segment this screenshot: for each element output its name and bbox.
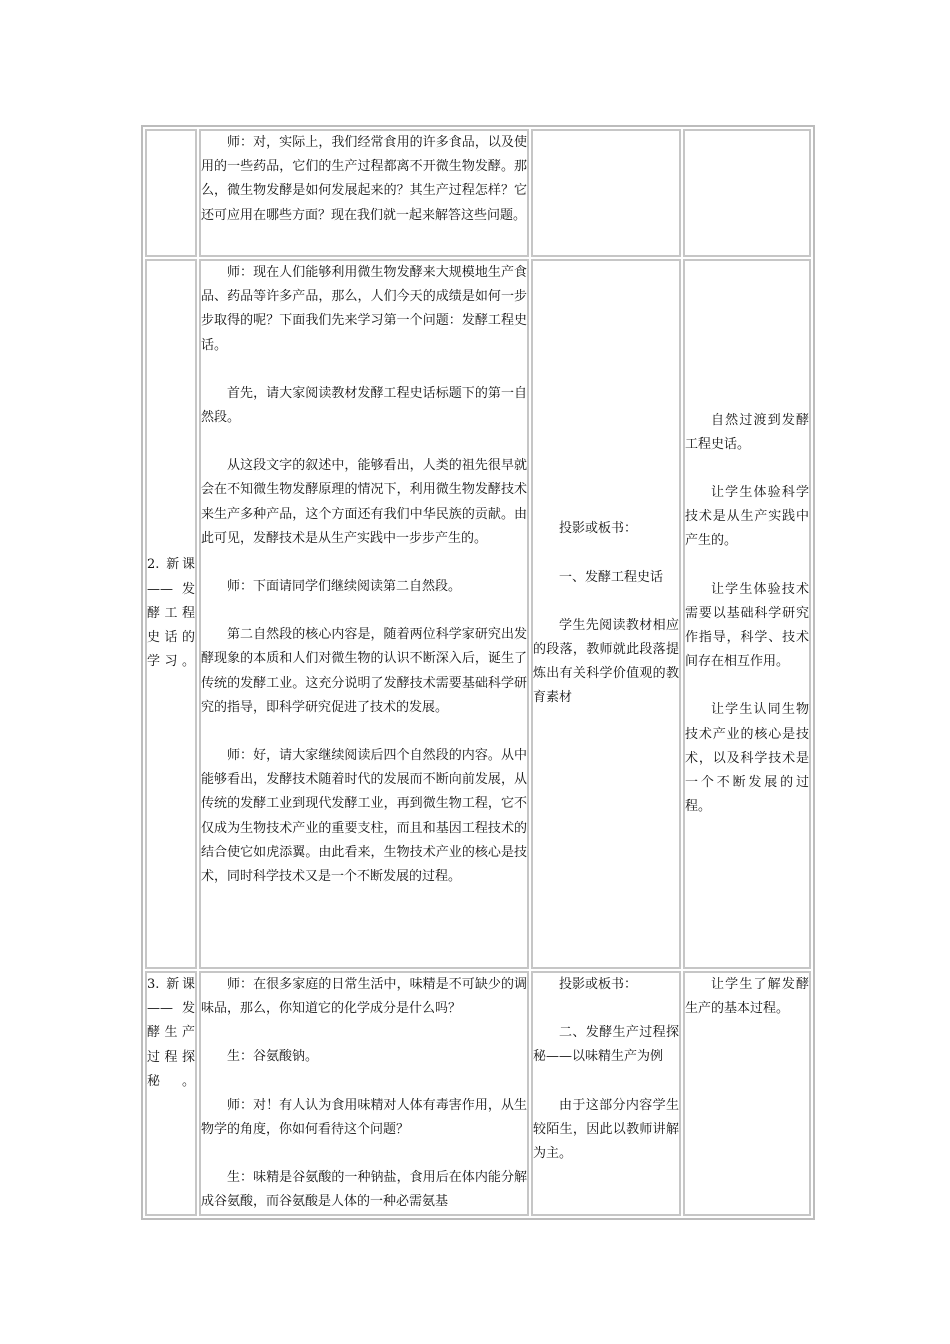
method-cell xyxy=(531,259,681,969)
table-row xyxy=(145,129,811,257)
teaching-content-cell xyxy=(199,259,529,969)
stage-label: 2. 新课——发酵工程史话的学习。 xyxy=(147,557,195,670)
teaching-content-cell xyxy=(199,129,529,257)
paragraph: 投影或板书： xyxy=(559,521,638,537)
paragraph: 从这段文字的叙述中，能够看出，人类的祖先很早就会在不知微生物发酵原理的情况下，利用微生物发酵技术来生产多种产品，这个方面还有我们中华民族的贡献。由此可见，发酵技术是从生产实践中一步步产生的。 xyxy=(201,458,527,546)
paragraph: 生：谷氨酸钠。 xyxy=(227,1049,319,1065)
paragraph: 让学生体验技术需要以基础科学研究作指导，科学、技术间存在相互作用。 xyxy=(685,581,809,670)
stage-cell xyxy=(145,971,197,1216)
paragraph: 生：味精是谷氨酸的一种钠盐，食用后在体内能分解成谷氨酸，而谷氨酸是人体的一种必需氨基 xyxy=(201,1170,527,1210)
stage-cell xyxy=(145,259,197,969)
paragraph: 让学生体验科学技术是从生产实践中产生的。 xyxy=(685,484,809,549)
intent-cell xyxy=(683,129,811,257)
paragraph: 二、发酵生产过程探秘——以味精生产为例 xyxy=(533,1025,679,1065)
paragraph: 师：对，实际上，我们经常食用的许多食品，以及使用的一些药品，它们的生产过程都离不开微生物发酵。那么，微生物发酵是如何发展起来的？其生产过程怎样？它还可应用在哪些方面？现在我们就一起来解答这些问题。 xyxy=(201,135,527,223)
table-row xyxy=(145,971,811,1216)
stage-label: 3. 新课——发酵生产过程探秘。 xyxy=(147,977,195,1089)
paragraph: 自然过渡到发酵工程史话。 xyxy=(685,412,809,452)
intent-cell xyxy=(683,259,811,969)
teaching-content-cell xyxy=(199,971,529,1216)
paragraph: 师：现在人们能够利用微生物发酵来大规模地生产食品、药品等许多产品，那么，人们今天的成绩是如何一步步取得的呢？下面我们先来学习第一个问题：发酵工程史话。 xyxy=(201,265,527,353)
lesson-plan-table xyxy=(141,125,815,1220)
paragraph: 让学生认同生物技术产业的核心是技术，以及科学技术是一个不断发展的过程。 xyxy=(685,702,809,815)
paragraph: 师：好，请大家继续阅读后四个自然段的内容。从中能够看出，发酵技术随着时代的发展而不断向前发展，从传统的发酵工业到现代发酵工业，再到微生物工程，它不仅成为生物技术产业的重要支柱，而且和基因工程技术的结合使它如虎添翼。由此看来，生物技术产业的核心是技术，同时科学技术又是一个不断发展的过程。 xyxy=(201,748,527,885)
paragraph: 投影或板书： xyxy=(559,977,638,992)
paragraph: 让学生了解发酵生产的基本过程。 xyxy=(685,977,809,1017)
paragraph: 首先，请大家阅读教材发酵工程史话标题下的第一自然段。 xyxy=(201,385,527,426)
paragraph: 由于这部分内容学生较陌生，因此以教师讲解为主。 xyxy=(533,1097,679,1162)
method-cell xyxy=(531,129,681,257)
paragraph: 师：在很多家庭的日常生活中，味精是不可缺少的调味品，那么，你知道它的化学成分是什么吗？ xyxy=(201,977,527,1017)
paragraph: 师：对！有人认为食用味精对人体有毒害作用，从生物学的角度，你如何看待这个问题？ xyxy=(201,1097,527,1137)
method-cell xyxy=(531,971,681,1216)
paragraph: 师：下面请同学们继续阅读第二自然段。 xyxy=(227,579,462,595)
stage-cell xyxy=(145,129,197,257)
table-row xyxy=(145,259,811,969)
paragraph: 学生先阅读教材相应的段落，教师就此段落提炼出有关科学价值观的教育素材 xyxy=(533,617,679,706)
paragraph: 第二自然段的核心内容是，随着两位科学家研究出发酵现象的本质和人们对微生物的认识不断深入后，诞生了传统的发酵工业。这充分说明了发酵技术需要基础科学研究的指导，即科学研究促进了技术的发展。 xyxy=(201,627,527,715)
paragraph: 一、发酵工程史话 xyxy=(559,569,664,585)
intent-cell xyxy=(683,971,811,1216)
